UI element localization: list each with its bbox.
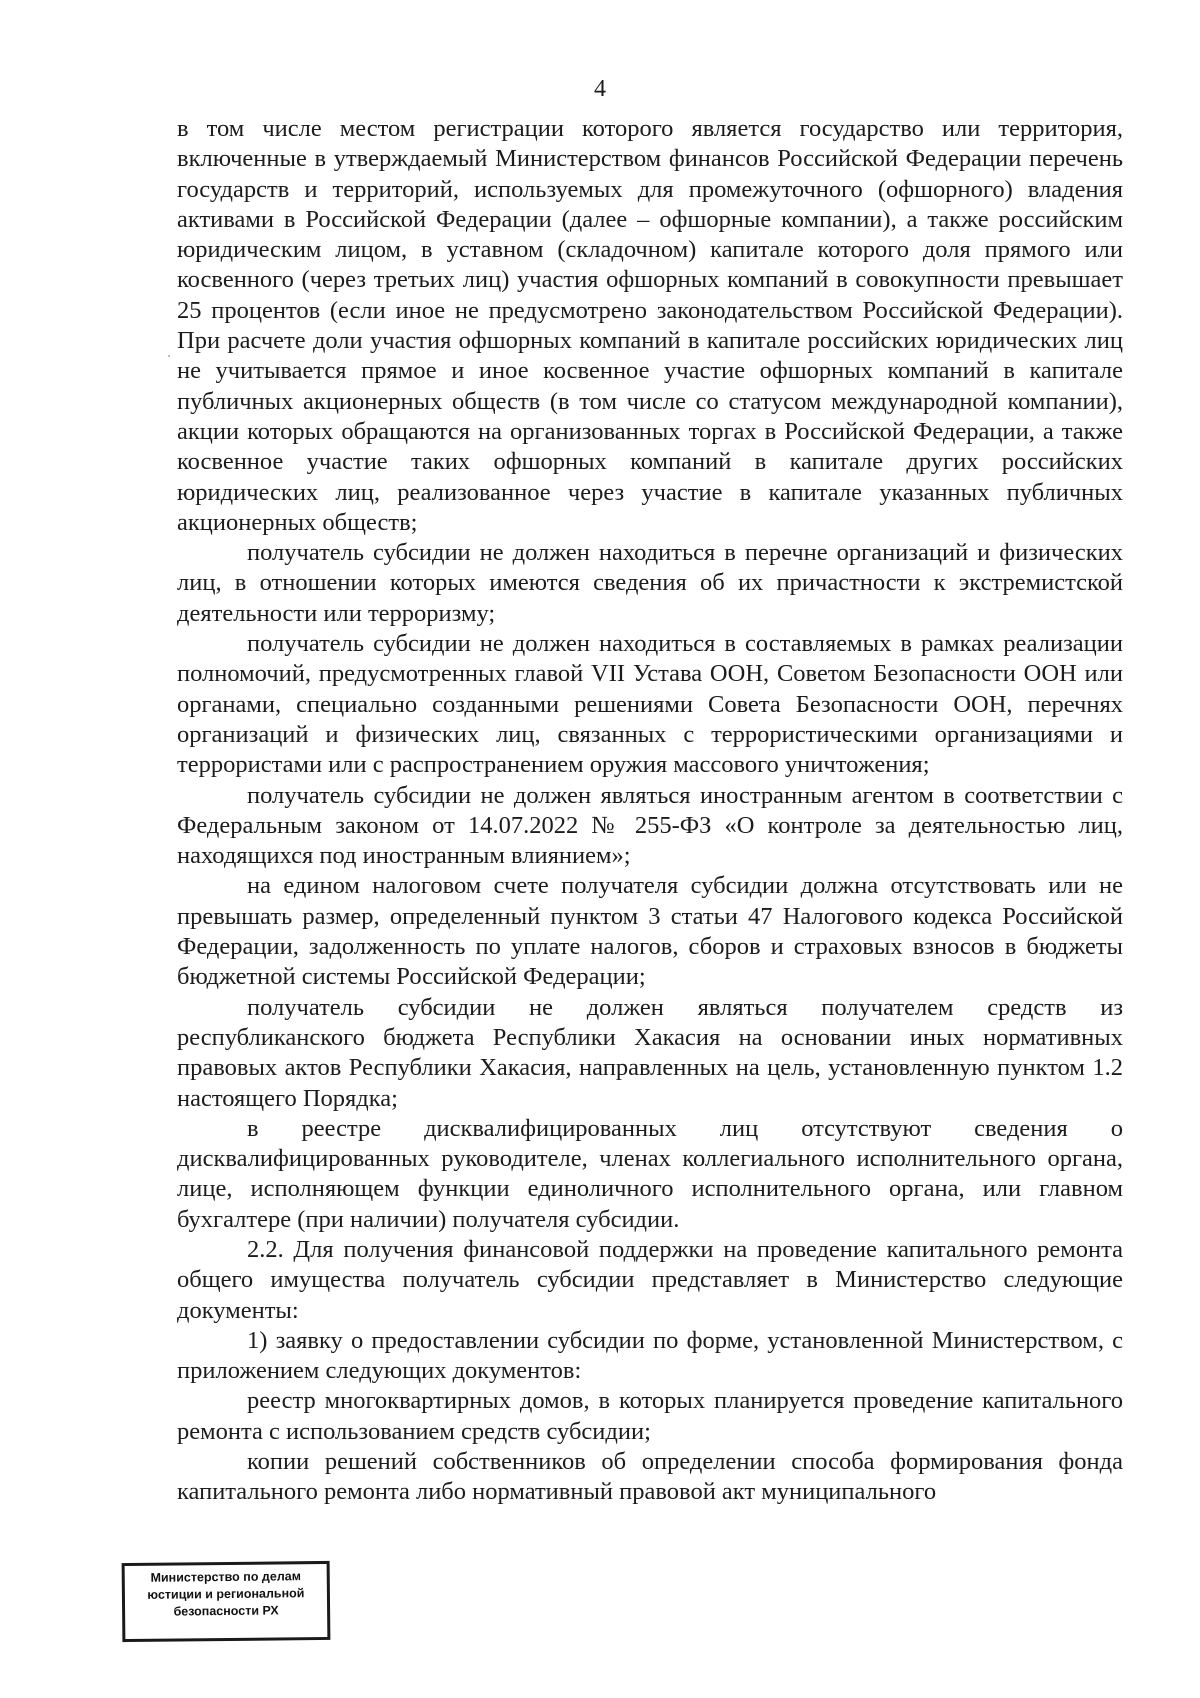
paragraph-offshore-companies: в том числе местом регистрации которого является государство или территория, включенные в утверждаемый Министерством финансов Российской Федерации перечень государств и территорий, используемых для промежуточного (офшорного) владения активами в Российской Федерации (далее – офшорные компании), а также российским юридическим лицом, в уставном (складочном) капитале которого доля прямого или косвенного (через третьих лиц) участия офшорных компаний в совокупности превышает 25 процентов (если иное не предусмотрено законодательством Российской Федерации). При расчете доли участия офшорных компаний в капитале российских юридических лиц не учитывается прямое и иное косвенное участие офшорных компаний в капитале публичных акционерных обществ (в том числе со статусом международной компании), акции которых обращаются на организованных торгах в Российской Федерации, а также косвенное участие таких офшорных компаний в капитале других российских юридических лиц, реализованное через участие в капитале указанных публичных акционерных обществ; [177, 115, 1123, 536]
paragraph-foreign-agent: получатель субсидии не должен являться иностранным агентом в соответствии с Федеральным законом от 14.07.2022 № 255-ФЗ «О контроле за деятельностью лиц, находящихся под иностранным влиянием»; [177, 781, 1123, 870]
stamp-line-1: Министерство по делам [150, 1569, 302, 1585]
paragraph-owner-decisions: копии решений собственников об определении способа формирования фонда капитального ремонта либо нормативный правовой акт муниципального [177, 1448, 1123, 1506]
paragraph-section-2-2: 2.2. Для получения финансовой поддержки на проведение капитального ремонта общего имущества получатель субсидии представляет в Министерство следующие документы: [177, 1235, 1123, 1324]
stamp-line-2: юстиции и региональной [147, 1586, 305, 1602]
paragraph-disqualified-persons: в реестре дисквалифицированных лиц отсутствуют сведения о дисквалифицированных руководителе, членах коллегиального исполнительного органа, лице, исполняющем функции единоличного исполнительного органа, или главном бухгалтере (при наличии) получателя субсидии. [177, 1114, 1123, 1233]
scan-artifact [168, 355, 170, 357]
paragraph-application-item-1: 1) заявку о предоставлении субсидии по форме, установленной Министерством, с приложением следующих документов: [177, 1326, 1123, 1385]
page-number: 4 [594, 76, 606, 102]
paragraph-extremism-list: получатель субсидии не должен находиться в перечне организаций и физических лиц, в отношении которых имеются сведения об их причастности к экстремистской деятельности или терроризму; [177, 539, 1123, 627]
stamp-line-3: безопасности РХ [173, 1603, 279, 1619]
paragraph-un-security-council-list: получатель субсидии не должен находиться в составляемых в рамках реализации полномочий, предусмотренных главой VII Устава ООН, Советом Безопасности ООН или органами, специально созданными решениями Совета Безопасности ООН, перечнях организаций и физических лиц, связанных с террористическими организациями и террористами или с распространением оружия массового уничтожения; [177, 630, 1123, 779]
paragraph-other-budget-funds: получатель субсидии не должен являться получателем средств из республиканского бюджета Республики Хакасия на основании иных нормативных правовых актов Республики Хакасия, направленных на цель, установленную пунктом 1.2 настоящего Порядка; [177, 993, 1123, 1112]
paragraph-apartment-register: реестр многоквартирных домов, в которых планируется проведение капитального ремонта с использованием средств субсидии; [177, 1387, 1123, 1445]
document-body [177, 114, 1123, 1508]
ministry-stamp [122, 1561, 331, 1642]
paragraph-tax-debt: на едином налоговом счете получателя субсидии должна отсутствовать или не превышать размер, определенный пунктом 3 статьи 47 Налогового кодекса Российской Федерации, задолженность по уплате налогов, сборов и страховых взносов в бюджеты бюджетной системы Российской Федерации; [177, 872, 1123, 991]
